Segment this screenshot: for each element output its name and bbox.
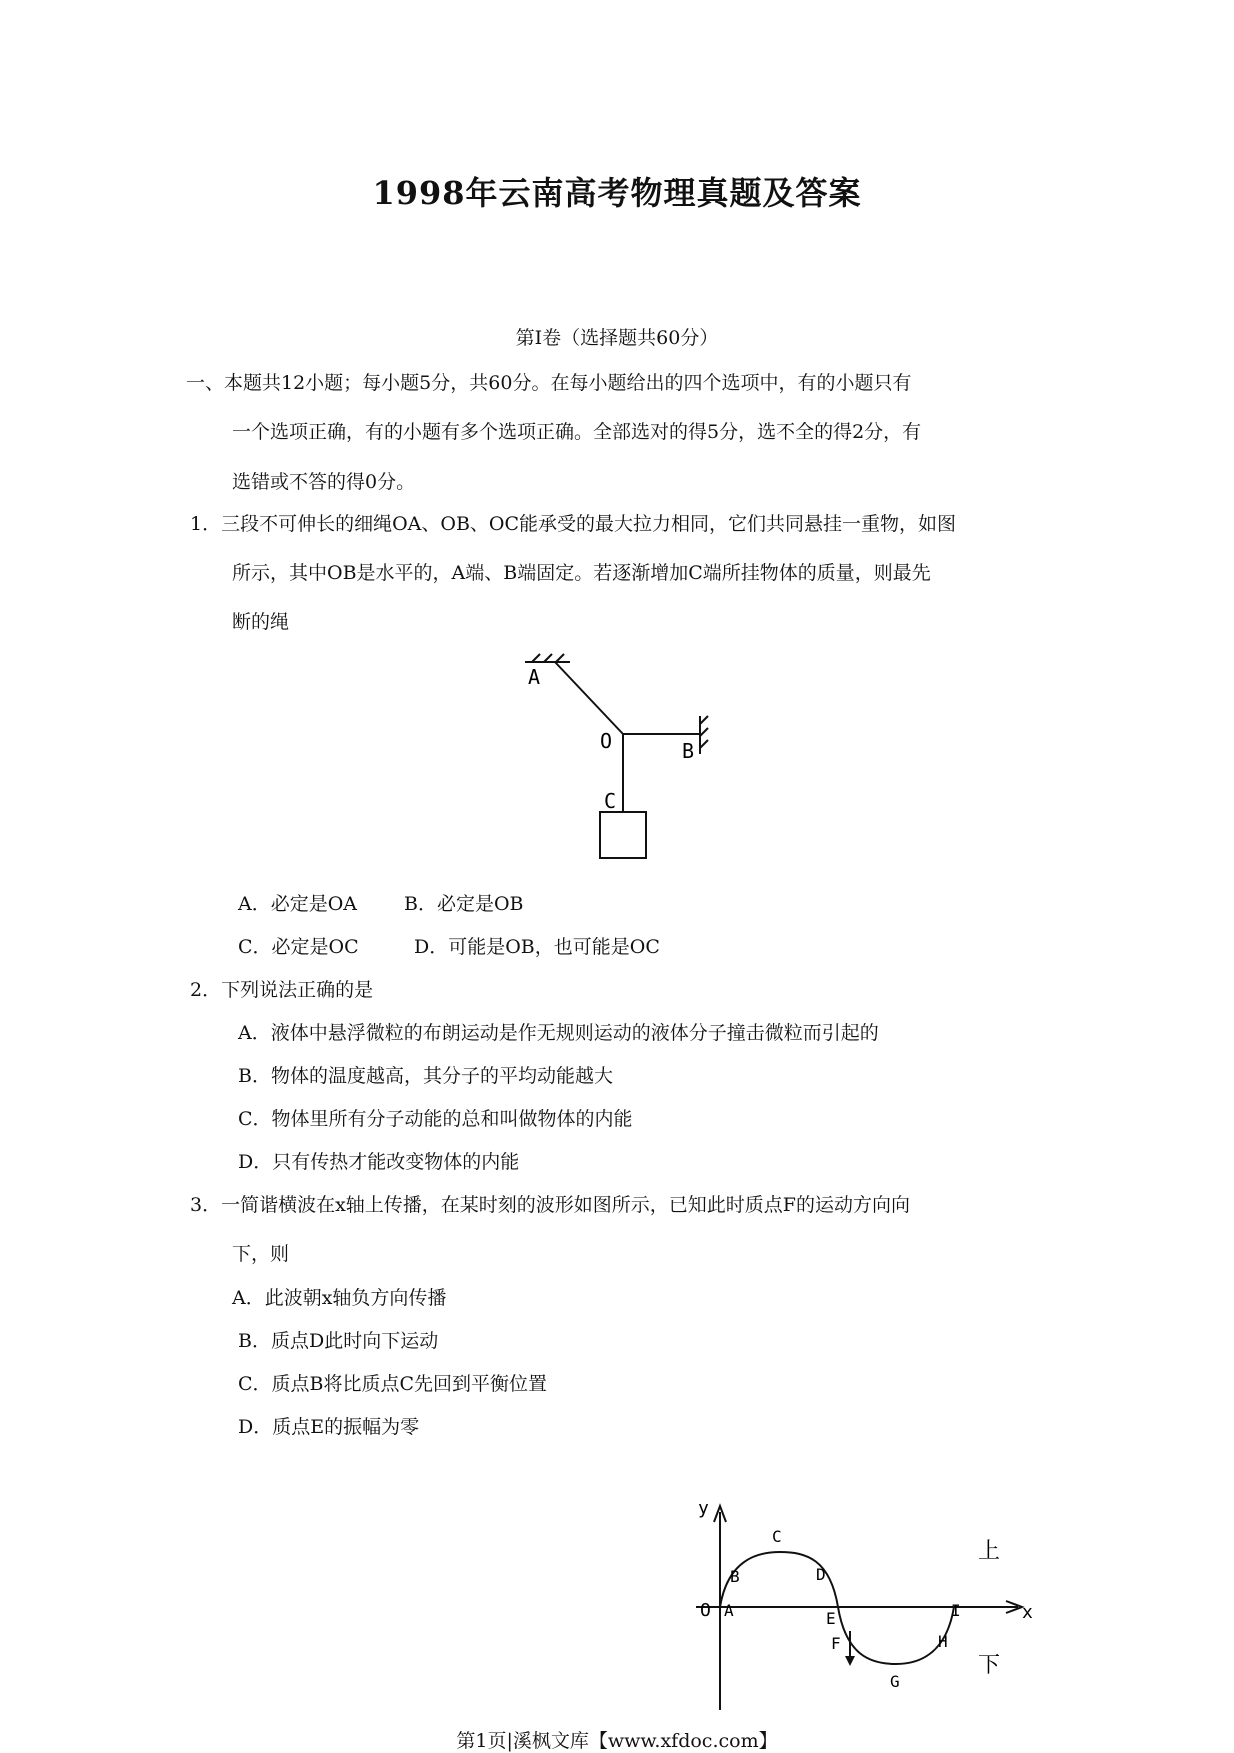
q1-option-d: D．可能是OB，也可能是OC bbox=[414, 936, 660, 958]
q1-label-c: C bbox=[604, 789, 617, 813]
q1-rope-figure bbox=[520, 648, 740, 874]
q2-option-d: D．只有传热才能改变物体的内能 bbox=[238, 1151, 520, 1173]
q3-label-d: D bbox=[816, 1565, 826, 1584]
q3-label-b: B bbox=[730, 1567, 740, 1586]
q1-stem-line-2: 所示，其中OB是水平的，A端、B端固定。若逐渐增加C端所挂物体的质量，则最先 bbox=[232, 562, 931, 584]
q2-stem: 2．下列说法正确的是 bbox=[190, 979, 374, 1001]
intro-line-2: 一个选项正确，有的小题有多个选项正确。全部选对的得5分，选不全的得2分，有 bbox=[232, 421, 922, 443]
q1-label-a: A bbox=[528, 665, 541, 689]
q2-option-b: B．物体的温度越高，其分子的平均动能越大 bbox=[238, 1065, 613, 1087]
q3-label-h: H bbox=[938, 1632, 948, 1651]
q3-option-d: D．质点E的振幅为零 bbox=[238, 1416, 420, 1438]
q1-stem-line-3: 断的绳 bbox=[232, 611, 290, 633]
q3-label-up: 上 bbox=[978, 1539, 1001, 1564]
q3-option-a: A．此波朝x轴负方向传播 bbox=[232, 1287, 447, 1309]
q3-label-x: x bbox=[1022, 1602, 1033, 1623]
q1-label-o: O bbox=[600, 729, 613, 753]
q3-stem-line-1: 3．一简谐横波在x轴上传播，在某时刻的波形如图所示，已知此时质点F的运动方向向 bbox=[190, 1194, 910, 1216]
q3-label-c: C bbox=[772, 1527, 782, 1546]
q1-label-b: B bbox=[682, 739, 695, 763]
q3-label-e: E bbox=[826, 1609, 836, 1628]
q1-option-a: A．必定是OA bbox=[238, 893, 358, 915]
intro-line-3: 选错或不答的得0分。 bbox=[232, 471, 416, 493]
q1-option-b: B．必定是OB bbox=[404, 893, 524, 915]
q1-stem-line-1: 1．三段不可伸长的细绳OA、OB、OC能承受的最大拉力相同，它们共同悬挂一重物，如图 bbox=[190, 513, 957, 535]
q1-option-c: C．必定是OC bbox=[238, 936, 359, 958]
hanging-weight bbox=[600, 812, 646, 858]
q3-label-f: F bbox=[831, 1634, 841, 1653]
q2-option-a: A．液体中悬浮微粒的布朗运动是作无规则运动的液体分子撞击微粒而引起的 bbox=[238, 1022, 879, 1044]
page-title: 1998年云南高考物理真题及答案 bbox=[372, 174, 862, 212]
section-heading: 第Ⅰ卷（选择题共60分） bbox=[515, 327, 719, 349]
q3-label-g: G bbox=[890, 1672, 900, 1691]
q3-option-b: B．质点D此时向下运动 bbox=[238, 1330, 439, 1352]
q3-label-down: 下 bbox=[978, 1653, 1001, 1678]
page-footer: 第1页|溪枫文库【www.xfdoc.com】 bbox=[456, 1730, 778, 1752]
q3-wave-figure bbox=[688, 1492, 1040, 1710]
q3-label-i: I bbox=[951, 1601, 961, 1620]
q2-option-c: C．物体里所有分子动能的总和叫做物体的内能 bbox=[238, 1108, 633, 1130]
q3-label-o: O bbox=[700, 1600, 711, 1621]
intro-line-1: 一、本题共12小题；每小题5分，共60分。在每小题给出的四个选项中，有的小题只有 bbox=[186, 372, 912, 394]
q3-label-y: y bbox=[698, 1498, 709, 1519]
q3-option-c: C．质点B将比质点C先回到平衡位置 bbox=[238, 1373, 548, 1395]
q3-label-a: A bbox=[724, 1601, 734, 1620]
q3-stem-line-2: 下，则 bbox=[232, 1243, 290, 1265]
